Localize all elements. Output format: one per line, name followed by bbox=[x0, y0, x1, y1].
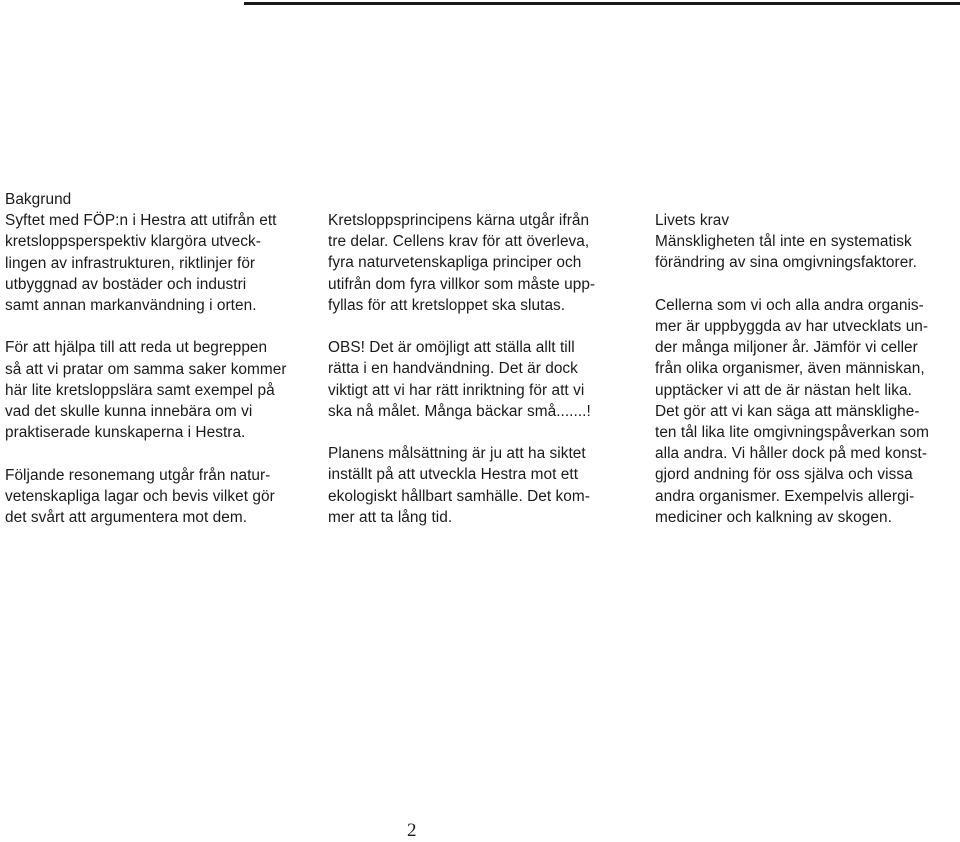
column-livets-krav bbox=[655, 210, 960, 528]
paragraph-malsattning: Planens målsättning är ju att ha siktet inställt på att utveckla Hestra mot ett ekologiskt hållbart samhälle. Det kom- mer att ta lång tid. bbox=[328, 445, 590, 526]
section-heading-livets-krav: Livets krav bbox=[655, 212, 730, 229]
paragraph-karna: Kretsloppsprincipens kärna utgår ifrån tre delar. Cellens krav för att överleva, fyra naturvetenskapliga principer och utifrån dom fyra villkor som måste upp- fyllas för att kretsloppet ska slutas. bbox=[328, 212, 596, 314]
page-number: 2 bbox=[407, 820, 417, 841]
top-rule bbox=[0, 0, 960, 5]
column-kretsloppsprincipen bbox=[328, 210, 636, 528]
paragraph-resonemang: Följande resonemang utgår från natur- vetenskapliga lagar och bevis vilket gör det svårt att argumentera mot dem. bbox=[5, 466, 275, 527]
paragraph-cellerna: Cellerna som vi och alla andra organis- mer är uppbyggda av har utvecklats un- der många miljoner år. Jämför vi celler från olika organismer, även människan, upptäcker vi att de är nästan helt lika. Det gör att vi kan säga att mänsklighe- ten tål lika lite omgivningspåverkan som alla andra. Vi håller dock på med konst- gjord andning för oss själva och vissa andra organismer. Exempelvis allergi- mediciner och kalkning av skogen. bbox=[655, 296, 930, 526]
paragraph-obs: OBS! Det är omöjligt att ställa allt till rätta i en handvändning. Det är dock viktigt att vi har rätt inriktning för att vi ska nå målet. Många bäckar små.......! bbox=[328, 339, 591, 420]
paragraph-syfte: Syftet med FÖP:n i Hestra att utifrån ett kretsloppsperspektiv klargöra utveck- lingen av infrastrukturen, riktlinjer för utbyggnad av bostäder och industri samt annan markanvändning i orten. bbox=[5, 212, 277, 315]
section-heading-bakgrund: Bakgrund bbox=[5, 191, 72, 208]
column-bakgrund bbox=[5, 189, 307, 528]
paragraph-manskligheten: Mänskligheten tål inte en systematisk förändring av sina omgivningsfaktorer. bbox=[655, 233, 917, 272]
paragraph-begreppen: För att hjälpa till att reda ut begreppen så att vi pratar om samma saker kommer här lite kretsloppslära samt exempel på vad det skulle kunna innebära om vi praktiserade kunskaperna i Hestra. bbox=[5, 339, 287, 442]
